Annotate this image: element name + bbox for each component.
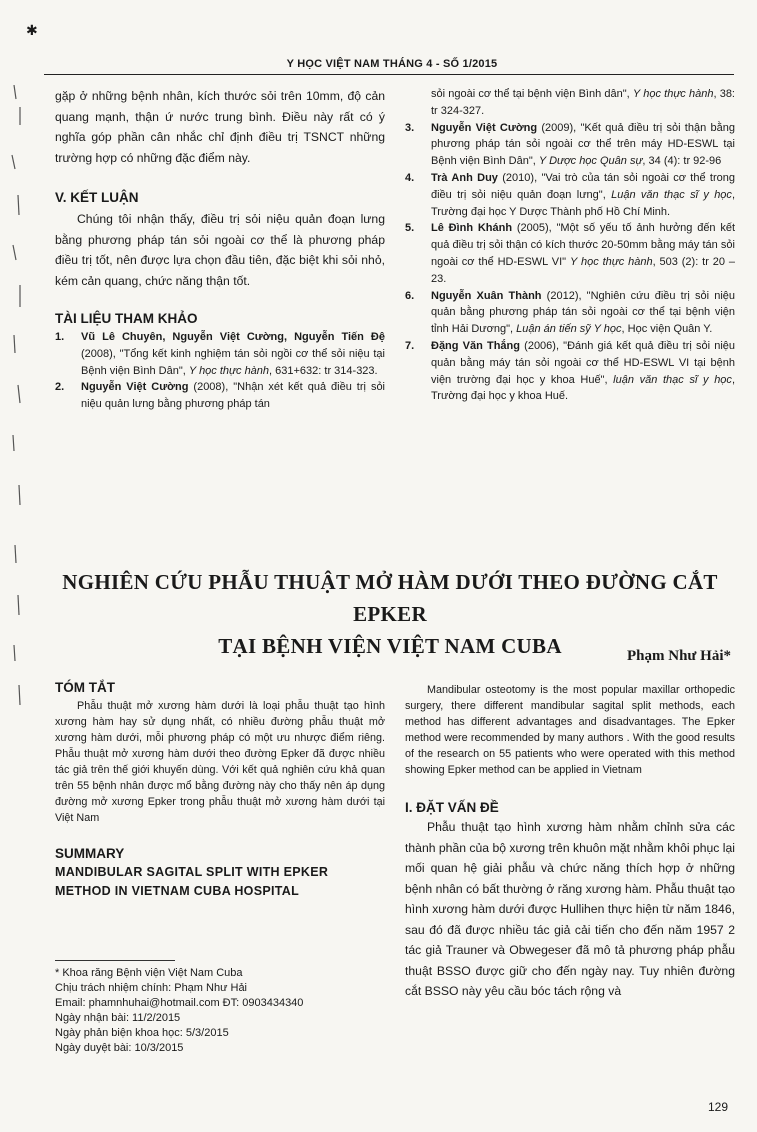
reference-text: (2006), "Đánh giá kết quả điều trị sỏi niệu quản bằng máy tán sỏi ngoài cơ thể HD-ESWL VI tại bệnh viện trường đại học y khoa Huế",: [431, 339, 736, 386]
reference-text: sỏi ngoài cơ thể tại bệnh viện Bình dân",: [431, 88, 633, 100]
reference-number: 4.: [405, 171, 415, 184]
footnote-reviewed: Ngày phản biện khoa học: 5/3/2015: [55, 1027, 229, 1039]
summary-heading: SUMMARY: [55, 846, 125, 861]
reference-details: , 38: tr 324-327.: [431, 88, 735, 117]
reference-authors: Trà Anh Duy: [431, 171, 498, 184]
reference-authors: Vũ Lê Chuyên, Nguyễn Việt Cường, Nguyễn Tiến Đệ: [81, 331, 385, 343]
reference-item: [405, 220, 735, 287]
reference-text: (2012), "Nghiên cứu điều trị sỏi niệu quản bằng phương pháp tán sỏi ngoài cơ thể tại bệnh viện tỉnh Hải Dương",: [431, 289, 735, 336]
reference-authors: Đặng Văn Thắng: [431, 339, 520, 352]
abstract-text: Phẫu thuật mở xương hàm dưới là loại phẫu thuật tạo hình xương hàm hay sử dụng nhất, có nhiều đường phẫu thuật mở xương hàm dưới, mỗi phương pháp có một ưu nhược điểm riêng. Phẫu thuật mở xương hàm dưới theo đường Epker đã được nhiều tác giả trên thế giới khuyến dùng. Với kết quả nghiên cứu khả quan trên 55 bệnh nhân được mổ bằng đường này cho thấy nên áp dụng đường mở xương Epker trong phẫu thuật mở xương hàm dưới tại Việt Nam: [55, 700, 385, 824]
reference-number: 2.: [55, 381, 65, 394]
reference-details: , 503 (2): tr 20 – 23.: [431, 255, 735, 285]
reference-details: , Trường đại học y khoa Huế.: [431, 373, 735, 403]
reference-details: , Học viện Quân Y.: [621, 323, 713, 336]
reference-number: 1.: [55, 331, 65, 343]
article-title-line1: NGHIÊN CỨU PHẪU THUẬT MỞ HÀM DƯỚI THEO ĐƯỜNG CẮT EPKER: [62, 570, 718, 626]
reference-journal: Y học thực hành: [632, 88, 714, 100]
summary-title: MANDIBULAR SAGITAL SPLIT WITH EPKER METHOD IN VIETNAM CUBA HOSPITAL: [55, 865, 329, 898]
left-column-article: [55, 680, 385, 901]
reference-details: , 34 (4): tr 92-96: [642, 155, 722, 168]
page-number: 129: [708, 1100, 729, 1114]
reference-authors: Nguyễn Việt Cường: [81, 381, 189, 394]
references-list-left: [55, 329, 385, 413]
reference-number: 6.: [405, 289, 415, 302]
summary-text: Mandibular osteotomy is the most popular maxillar orthopedic surgery, there different mandibular sagital split methods, each method has different advantages and disadvantages. The Epker method were recommended by many authors . With the good results of the research on 55 patients who were operated with this method showing Epker method can be applied in Vietnam: [405, 684, 735, 776]
reference-journal: Luận án tiến sỹ Y học: [516, 323, 622, 336]
reference-item: [405, 338, 735, 405]
reference-journal: luận văn thạc sĩ y học: [613, 373, 732, 386]
footnote-email: Email: phamnhuhai@hotmail.com ĐT: 0903434340: [55, 997, 304, 1009]
reference-journal: Y Dược học Quân sự: [538, 155, 643, 168]
reference-details: , 631+632: tr 314-323.: [269, 364, 378, 377]
right-column-article: [405, 682, 735, 1002]
reference-journal: Luận văn thạc sĩ y học: [611, 188, 732, 201]
reference-item: [405, 288, 735, 338]
article-title-line2: TẠI BỆNH VIỆN VIỆT NAM CUBA: [218, 634, 562, 658]
reference-item: [55, 329, 385, 379]
reference-authors: Nguyễn Xuân Thành: [431, 289, 542, 302]
reference-journal: Y học thực hành: [569, 255, 653, 268]
continued-paragraph: gặp ở những bệnh nhân, kích thước sỏi trên 10mm, độ cản quang mạnh, thận ứ nước trung bình. Điều này rất có ý nghĩa góp phần cân nhắc chỉ định điều trị TSNCT những trường hợp có những đặc điểm này.: [55, 89, 385, 165]
abstract-heading: TÓM TẮT: [55, 680, 115, 695]
binding-edge-marks: [8, 85, 30, 715]
corner-mark: ✱: [26, 22, 38, 38]
header-rule: [44, 74, 734, 75]
reference-authors: Lê Đình Khánh: [431, 222, 513, 235]
reference-item: [405, 120, 735, 170]
references-heading: TÀI LIỆU THAM KHẢO: [55, 311, 198, 326]
reference-text: (2008), "Nhận xét kết quả điều trị sỏi niệu quản lưng bằng phương pháp tán: [81, 381, 386, 411]
reference-item: [55, 379, 385, 413]
reference-authors: Nguyễn Việt Cường: [431, 121, 538, 134]
footnote: [55, 966, 385, 1056]
conclusion-heading: V. KẾT LUẬN: [55, 190, 139, 205]
intro-heading: I. ĐẶT VẤN ĐỀ: [405, 800, 499, 815]
reference-details: , Trường đại học Y Dược Thành phố Hồ Chí Minh.: [431, 188, 735, 218]
footnote-approved: Ngày duyệt bài: 10/3/2015: [55, 1042, 184, 1054]
reference-journal: Y học thực hành: [188, 364, 270, 377]
footnote-received: Ngày nhận bài: 11/2/2015: [55, 1012, 181, 1024]
reference-number: 5.: [405, 222, 415, 235]
reference-item: [405, 86, 735, 120]
intro-text: Phẫu thuật tạo hình xương hàm nhằm chỉnh sửa các thành phần của bộ xương trên khuôn mặt nhằm khôi phục lại mối quan hệ giải phẫu và chức năng thích hợp ở những bệnh nhân có bất thường ở răng xương hàm. Phẫu thuật tạo hình xương hàm dưới được Hullihen thực hiện từ năm 1846, sau đó đã được nhiều tác giả cải tiến cho đến năm 1957 2 tác giả Trauner và Obwegeser đã mô tả phương pháp phẫu thuật BSSO được giữ cho đến ngày nay. Tuy nhiên đường cắt BSSO này yêu cầu bóc tách rộng và: [405, 820, 735, 998]
footnote-responsible: Chịu trách nhiệm chính: Phạm Như Hải: [55, 982, 248, 994]
reference-text: (2008), "Tổng kết kinh nghiệm tán sỏi ngồi cơ thể sỏi niệu tại Bệnh viện Bình Dân",: [81, 347, 385, 377]
reference-text: (2005), "Một số yếu tố ảnh hưởng đến kết quả điều trị sỏi thận có kích thước 20-50mm bằng máy tán sỏi ngoài cơ thể HD-ESWL VI": [431, 222, 736, 268]
running-header: Y HỌC VIỆT NAM THÁNG 4 - SỐ 1/2015: [286, 58, 498, 70]
reference-number: 3.: [405, 121, 415, 134]
footnote-affiliation: * Khoa răng Bệnh viện Việt Nam Cuba: [55, 967, 243, 979]
article-author: Phạm Như Hải*: [626, 648, 731, 664]
references-list-right: [405, 86, 735, 405]
reference-number: 7.: [405, 339, 415, 352]
right-column-top: [405, 86, 735, 405]
reference-text: (2009), "Kết quả điều trị sỏi thận bằng phương pháp tán sỏi ngoài cơ thể trên máy HD-ESWL tại Bệnh viện Bình Dân",: [431, 121, 735, 168]
reference-text: (2010), "Vai trò của tán sỏi ngoài cơ thể trong điều trị sỏi niệu quản đoạn lưng",: [431, 171, 735, 201]
footnote-rule: [55, 960, 175, 961]
left-column-top: [55, 86, 385, 413]
reference-item: [405, 170, 735, 220]
conclusion-text: Chúng tôi nhận thấy, điều trị sỏi niệu quản đoạn lưng bằng phương pháp tán sỏi ngoài cơ thể là phương pháp điều trị tốt, nên được lựa chọn đầu tiên, đặc biệt khi sỏi nhỏ, kém cản quang, chức năng thận tốt.: [55, 212, 385, 288]
